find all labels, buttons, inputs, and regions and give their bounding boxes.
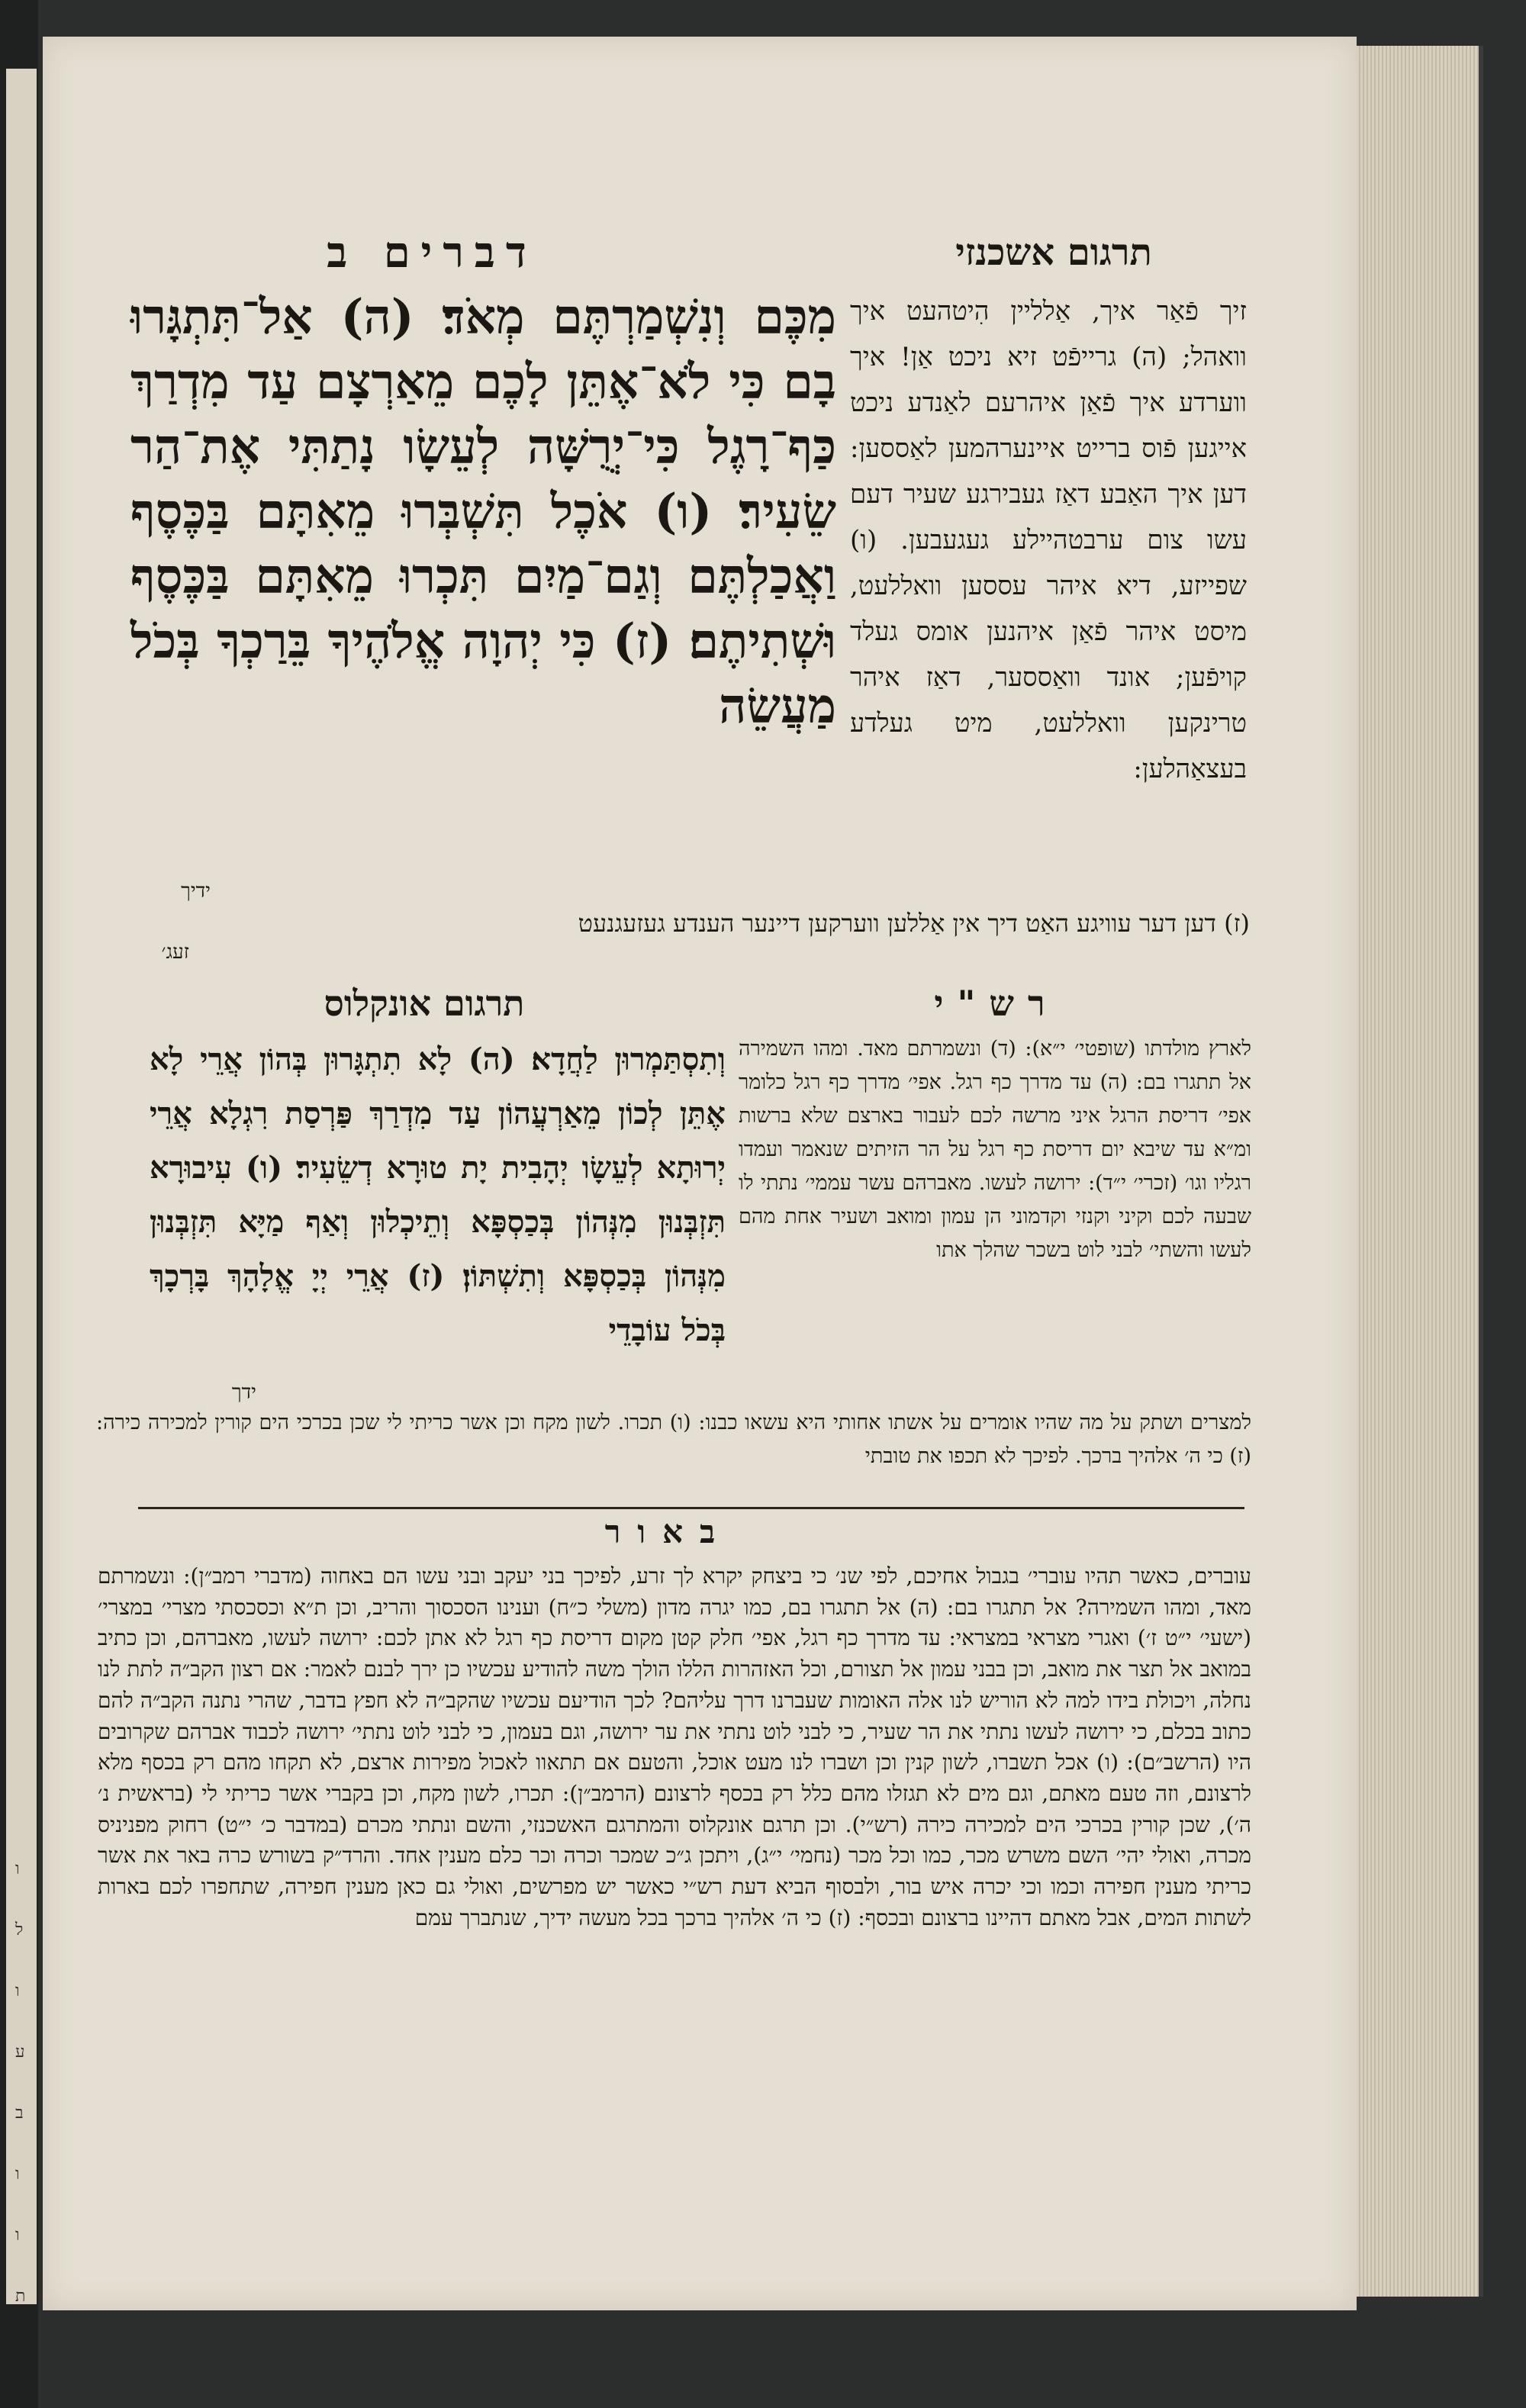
- targum-ashkenazi-text: זיך פֿאַר איך, אַלליין הִיטהעט איך וואהל; (ה) גרייפֿט זיא ניכט אַן! איך ווערדע איך פֿאַן איהרעם לאַנדע ניכט אייגען פֿוס ברייט איינערהמען לאַססען: דען איך האַבע דאַז געבירגע שעיר דעם עשו צום ערבטהיילע געגעבען. (ו) שפייזע, דיא איהר עססען וואללעט, מיסט איהר פֿאַן איהנען אומס געלד קויפֿען; אונד וואַססער, דאַז איהר טרינקען וואללעט, מיט געלדע בעצאַהלען:: [850, 296, 1247, 784]
- facing-page-strip: [6, 69, 37, 2304]
- rashi-text: לארץ מולדתו (שופטי׳ י״א): (ד) ונשמרתם מאד. ומהו השמירה אל תתגרו בם: (ה) עד מדרך כף רגל. אפי׳ מדרך כף רגל כלומר אפי׳ דריסת הרגל איני מרשה לכם לעבור בארצם שלא ברשות ומ״א עד שיבא יום דריסת כף רגל על הר הזיתים שנאמר ועמדו רגליו וגו׳ (זכרי׳ י״ד): ירושה לעשו. מאברהם עשר עממי׳ נתתי לו שבעה לכם וקיני וקנזי וקדמוני הן עמון ומואב ושעיר אחת מהם לעשו והשתי׳ לבני לוט בשכר שהלך אתו: [739, 1037, 1251, 1262]
- rashi-continuation: למצרים ושתק על מה שהיו אומרים על אשתו אחותי היא עשאו כבנו: (ו) תכרו. לשון מקח וכן אשר כריתי לי שכן בכרכי הים קורין למכירה כירה: (ז) כי ה׳ אלהיך ברכך. לפיכך לא תכפו את טובתי: [96, 1411, 1251, 1468]
- header-rashi: רש"י: [934, 983, 1059, 1024]
- header-targum-ashkenazi: תרגום אשכנזי: [955, 231, 1152, 274]
- header-targum-onkelos: תרגום אונקלוס: [324, 983, 525, 1024]
- header-devarim: דברים ב: [327, 227, 537, 278]
- verse-catchword: ידיך: [181, 880, 211, 903]
- section-divider: [138, 1507, 1244, 1509]
- facing-page-marks: ו ל ו ע ב ו ו ת: [15, 1859, 26, 2306]
- book-page: [43, 37, 1357, 2310]
- ashkenazi-catchword: זעג׳: [161, 941, 189, 964]
- onkelos-catchword: ידך: [231, 1381, 256, 1404]
- torah-verse-text: מִכֶּם וְנִשְׁמַרְתֶּם מְאֹד׃ (ה) אַל־תִּתְגָּרוּ בָם כִּי לֹא־אֶתֵּן לָכֶם מֵאַרְצָם עַד מִדְרַךְ כַּף־רָגֶל כִּי־יְרֻשָּׁה לְעֵשָׂו נָתַתִּי אֶת־הַר שֵׂעִיר׃ (ו) אֹכֶל תִּשְׁבְּרוּ מֵאִתָּם בַּכֶּסֶף וַאֲכַלְתֶּם וְגַם־מַיִם תִּכְרוּ מֵאִתָּם בַּכֶּסֶף וּשְׁתִיתֶם׃ (ז) כִּי יְהוָה אֱלֹהֶיךָ בֵּרַכְךָ בְּכֹל מַעֲשֵׂה: [130, 288, 836, 734]
- biur-commentary-text: עוברים, כאשר תהיו עוברי׳ בגבול אחיכם, לפי שנ׳ כי ביצחק יקרא לך זרע, לפיכך בני יעקב ובני עשו הם באחוה (מדברי רמב״ן): ונשמרתם מאד, ומהו השמירה? אל תתגרו בם: (ה) אל תתגרו בם, כמו יגרה מדון (משלי כ״ח) וענינו הסכסוך והריב, וכן ת״א וכסכסתי מצרי׳ במצרי׳ (ישעי׳ י״ט ז׳) ואגרי מצראי במצראי: עד מדרך כף רגל, אפי׳ חלק קטן מקום דריסת כף רגל לא אתן לכם: ירושה לעשו, מאברהם, וכן כתיב במואב אל תצר את מואב, וכן בבני עמון אל תצורם, וכל האזהרות הללו הולך משה להודיע עכשיו כן ירך לבנם לאמר: אם רצון הקב״ה לתת לנו נחלה, ויכולת בידו למה לא הוריש לנו אלה האומות שעברנו דרך עליהם? לכך הודיעם עכשיו שהקב״ה לא חפץ בדבר, שהרי נתנה הקב״ה להם כתוב בכלם, כי ירושה לעשו נתתי את הר שעיר, כי לבני לוט נתתי את ער ירושה, וגם בעמון, כי לבני לוט נתתי׳ ירושה לכבוד אברהם שקרובים היו (הרשב״ם): (ו) אכל תשברו, לשון קנין וכן ושברו לנו מעט אוכל, והטעם אם תתאוו לאכול מפירות ארצם, לא תקחו מהם רק בכסף מלא לרצונם, וזה טעם מאתם, וגם מים לא תגזלו מהם כלל רק בכסף לרצונם (הרמב״ן): תכרו, לשון מקח, וכן בקברי אשר כריתי לי (בראשית נ׳ ה׳), שכן קורין בכרכי הים למכירה כירה (רש״י). וכן תרגם אונקלוס והמתרגם האשכנזי, והשם ונתתי מכרם (במדבר כ׳ י״ט) רחוק מפניניס מכרה, ואולי יהי׳ השם משרש מכר, כמו וכל מכר (נחמי׳ י״ג), ויתכן ג״כ שמכר וכרה וכר כלם מענין אחד. והרד״ק בשורש כרה באר את אשר כריתי מענין חפירה וכמו וכי יכרה איש בור, ולבסוף הביא דעת רש״י כאשר יש מפרשים, ואולי גם כאן מענין חפירה, שתחפרו לכם בארות לשתות המים, אבל מאתם דהיינו ברצונם ובכסף: (ז) כי ה׳ אלהיך ברכך בכל מעשה ידיך, שנתברך עמם: [98, 1563, 1251, 1930]
- page-edges: [1357, 46, 1483, 2297]
- header-biur: באור: [604, 1513, 732, 1550]
- targum-ashkenazi-continuation: (ז) דען דער עוויגע האַט דיך אין אַללען ווערקען דיינער הענדע געזעגנעט: [578, 909, 1250, 938]
- onkelos-text: וְתִסְתַּמְרוּן לַחֲדָא׃ (ה) לָא תִתְגָּרוּן בְּהוֹן אֲרֵי לָא אֶתֵּן לְכוֹן מֵאַרְעֲהוֹן עַד מִדְרַךְ פַּרְסַת רִגְלָא אֲרֵי יְרוּתָא לְעֵשָׂו יְהָבִית יָת טוּרָא דְשֵׂעִיר׃ (ו) עִיבוּרָא תִּזְבְּנוּן מִנְּהוֹן בְּכַסְפָּא וְתֵיכְלוּן וְאַף מַיָּא תִּזְבְּנוּן מִנְּהוֹן בְּכַסְפָּא וְתִשְׁתּוֹן׃ (ז) אֲרֵי יְיָ אֱלָהָךְ בָּרְכָךְ בְּכֹל עוֹבָדֵי: [150, 1041, 726, 1348]
